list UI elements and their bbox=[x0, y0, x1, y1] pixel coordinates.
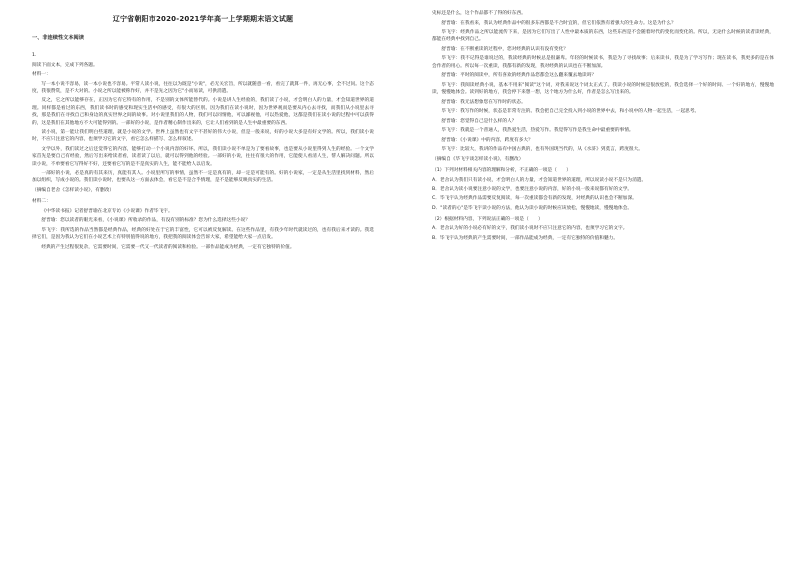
paragraph: 舒晋瑜：您以读者的眼光来看，《小说课》所收录的作品，有没有别的标准？您为什么选择这些小说？ bbox=[41, 218, 250, 224]
left-column bbox=[32, 10, 374, 253]
question-1-option-b: B．老舍认为读小说要注意小说的文学，也要注意小说的内容，好的小说一般来说都有好的文学。 bbox=[432, 186, 633, 192]
paragraph: 读小说，第一能让我们明白些道理，就是小说的文学。世界上虽然也有文字不甚好的伟大小说，但是一般来说，好的小说大多是有好文学的。所以，我们读小说时，不应只注意它的内容，也须学习它的文字，看它怎么样描写、怎么样叙述。 bbox=[32, 130, 374, 143]
paragraph: 经典的产生过程很复杂，它需要时间，它需要一代又一代读者的阅读和检验。一部作品能成为经典，一定有它独特的价值。 bbox=[41, 244, 295, 250]
right-column bbox=[432, 10, 774, 244]
paragraph: 舒晋瑜：在我看来，我认为经典作品中的很多东西都是不合时宜的，但它们依然有着强大的生命力。这是为什么？ bbox=[441, 20, 676, 26]
material1-label: 材料一： bbox=[32, 72, 51, 78]
paragraph: 一部好的小说，必是真的有其来历，真能有其人。小说里所写的事情，虽然不一定是真有的，却一定是可能有的。好的小说家，一定是从生活里找到材料，然后加以组织，写成小说的。我们读小说时，也要从这一方面去体会，看它是不是合乎情理，是不是能够反映真实的生活。 bbox=[32, 171, 374, 184]
paragraph: 毕飞宇：我阅读经典小说，基本不用来"阅读"这个词，对我来说这个词太正式了。我读小说的时候是很放松的，我会选择一个好的时间、一个好的地方，慢慢地读，慢慢地体会。读到好的地方，我会停下来想一想，这个地方为什么好，作者是怎么写出来的。 bbox=[432, 82, 774, 96]
paragraph: 毕飞宇：经典作品之所以能流传下来，是因为它们写出了人性中最本质的东西，这些东西是不会随着时代的变化而变化的。所以，无论什么时候的读者读经典，都能在经典中找到自己。 bbox=[432, 30, 774, 43]
material2-label: 材料二： bbox=[32, 199, 51, 205]
question-1-option-c: C．毕飞宇认为经典作品需要反复阅读，每一次重读都会有新的发现，对经典的认识也会不断加深。 bbox=[432, 196, 637, 202]
paragraph: 舒晋瑜：我无法想象您在写作时的状态。 bbox=[441, 99, 526, 105]
source-note-1: （摘编自老舍《怎样读小说》，有删改） bbox=[32, 188, 115, 193]
question-1-stem: （1）下列对材料相关内容的理解和分析，不正确的一项是（ ） bbox=[432, 168, 571, 174]
paragraph: 舒晋瑜：您觉得自己是什么样的人？ bbox=[441, 118, 517, 124]
question-2-option-a: A．老舍认为好的小说必有好的文字，我们读小说时不应只注意它的内容，也须学习它的文字。 bbox=[432, 226, 628, 232]
paragraph: 毕飞宇：我所选的作品当然都是经典作品，经典的好处在于它的丰富性，它可以被反复解读。在这些作品里，有我少年时代就读过的，也有我后来才读的。我选择它们，是因为我认为它们在小说艺术上有特别值得说的地方，我把我的阅读体会告诉大家，希望能给大家一点启发。 bbox=[32, 227, 374, 241]
paragraph: 舒晋瑜：《小说课》中的内容，跨度有多大？ bbox=[441, 137, 533, 143]
paragraph: 文学以外，我们读过之后还觉得它的内容，能够打动一个小说内容的好坏。所以，我们读小说不单是为了要看故事，也是要从小说里得到人生的经验。一个文学家首先是要自己有经验，然后写出来给读者看，读者读了以后，就可以得到他的经验。一部好的小说，往往有很大的作用，它能使人看清人生，帮人解决问题。所以读小说，不单要看它写得好不好，还要看它写的是不是真实的人生，能不能给人以启发。 bbox=[32, 146, 374, 167]
instruction: 阅读下面文本，完成下列各题。 bbox=[32, 62, 98, 68]
question-2-stem: （2）根据材料内容，下列说法正确的一项是（ ） bbox=[432, 217, 543, 222]
question-1-option-d: D．"读者的心"是毕飞宇读小说的方法，他认为读小说的时候应该放松，慢慢地读，慢慢地体会。 bbox=[432, 205, 633, 211]
question-2-option-b: B．毕飞宇认为经典的产生需要时间，一部作品能成为经典，一定有它独特的价值和魅力。 bbox=[432, 235, 619, 241]
paragraph: 舒晋瑜：平时的阅读中，所有喜欢的经典作品您都会这么翻来覆去地读吗？ bbox=[441, 73, 597, 79]
source-note-2: （摘编自《毕飞宇谈怎样读小说》，有删改） bbox=[432, 156, 524, 162]
paragraph: 毕飞宇：比较大，我讲的作品有中国古典的，也有外国现当代的，从《水浒》到莫言，跨度很大。 bbox=[441, 147, 643, 153]
question-1-option-a: A．老舍认为我们只有读小说，才会明白人的力量，才会知道世界的道理，所以说读小说不是只为消遣。 bbox=[432, 177, 647, 183]
paragraph: 毕飞宇：我写作的时候，状态是非常专注的。我会把自己完全投入到小说的世界中去，和小说中的人物一起生活，一起思考。 bbox=[441, 109, 700, 115]
document-title: 辽宁省朝阳市2020-2021学年高一上学期期末语文试题 bbox=[112, 15, 294, 23]
section-heading: 一、非连续性文本阅读 bbox=[32, 35, 84, 41]
paragraph: 反之，它之所以能够存在，正因为它有它特有的作用，不是别的文体所能替代的。小说是讲人生经验的，我们读了小说，才会明白人的力量，才会知道世界的道理。同样都是看过的东西，我们读书时的感受和现实生活中的感受，有很大的区别。因为我们在读小说时，因为世界观而是要从内心去寻找，而我们从小说里去寻找，那是我们在寻找自己和身边的真实世界之间的故事。对小说里我们的人物，我们可以同情他，可以鄙视他，可以热爱他，这都是我们在读小说的过程中可以获得的，这是我们在其他地方不大可能得到的。一部好的小说，是作者精心制作出来的，它让人们看到的是人生中最重要的东西。 bbox=[32, 98, 374, 126]
paragraph: 史标还是什么，这个作品都不了得的好东西。 bbox=[432, 11, 526, 16]
paragraph: 毕飞宇：我就是一个普通人，我热爱生活，热爱写作。我觉得写作是我生命中最重要的事情。 bbox=[441, 128, 634, 134]
paragraph: 舒晋瑜：在不断重读的过程中，您对经典的认识有没有变化？ bbox=[441, 46, 568, 52]
paragraph: 《中华读书报》记者舒晋瑜在北京专访《小说课》作者毕飞宇。 bbox=[41, 208, 173, 214]
part-marker: 1. bbox=[32, 53, 37, 58]
paragraph: 写一本小说不容易，读一本小说也不容易。平常人读小说，往往以为既是"小说"，必无关宏旨，所以就随意一看，看完了就算一件，再无心事，全不过问。这个态度，我很赞赏，是不大对的。小说之所以能被称作好，并不是先之因为它"小而易读，可供消遣。 bbox=[32, 81, 374, 94]
paragraph: 毕飞宇：我不记得是谁说过的，我读经典的时候总是很谦卑。年轻的时候读书，我是为了寻找故事；后来读书，我是为了学习写作；现在读书，我更多的是在体会作者的用心。所以每一次重读，我都有新的发现，我对经典的认识也在不断加深。 bbox=[432, 56, 774, 69]
